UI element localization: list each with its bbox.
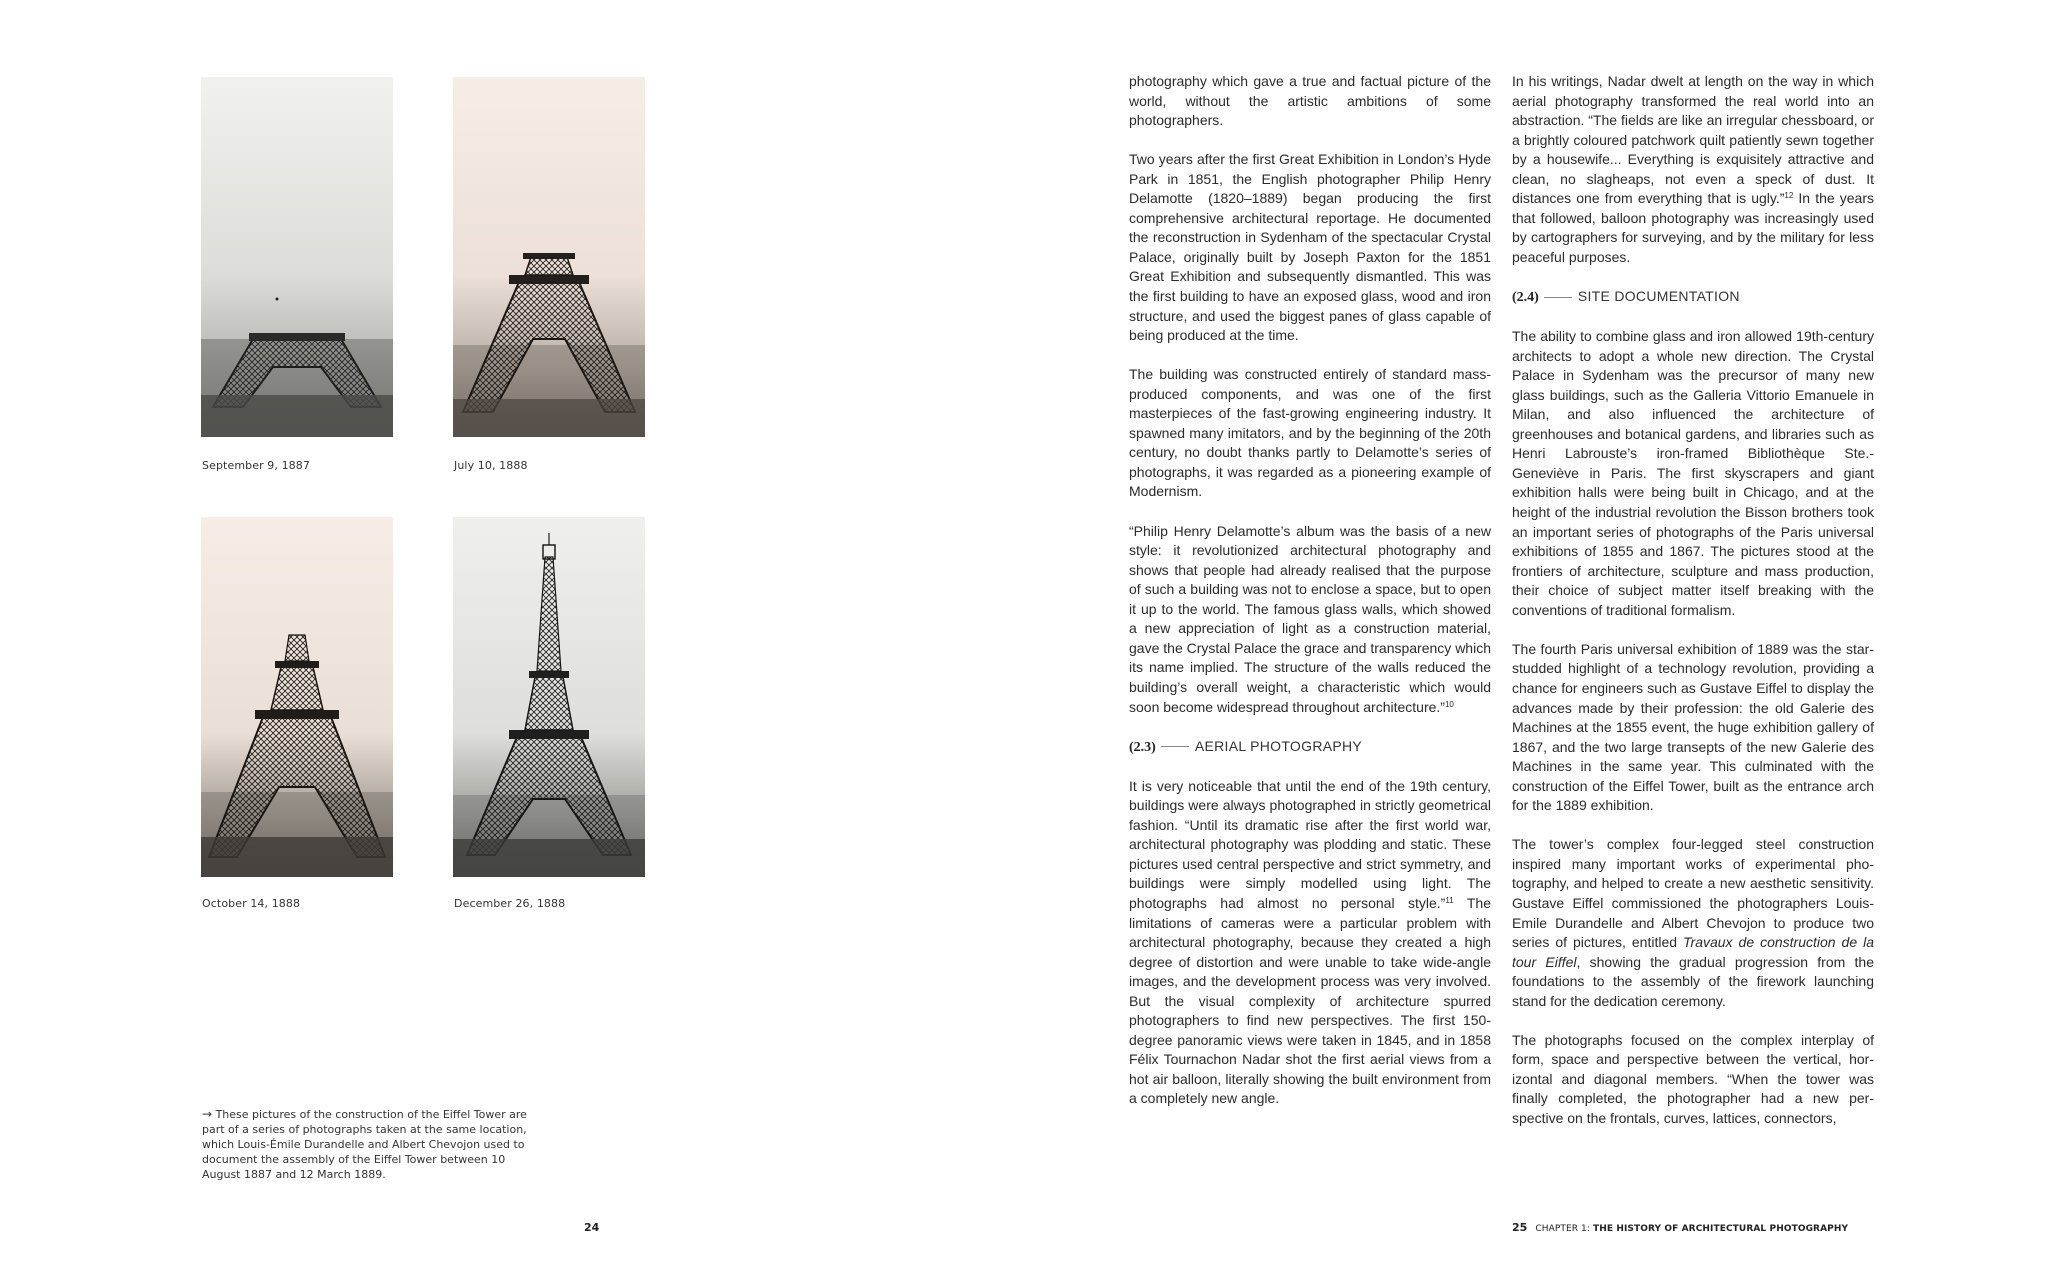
paragraph — [1129, 522, 1491, 717]
section-title: SITE DOCUMENTATION — [1577, 288, 1740, 305]
photo-date-4: December 26, 1888 — [454, 897, 566, 910]
paragraph: The ability to combine glass and iron allowed 19th-century architects to adopt a whole new direction. The Crystal Palace in Sydenham was the precursor of many new glass buildings, such as the Galleria Vittorio Emanuele in Milan, and also influenced the architecture of greenhouses and botanical gardens, and libraries such as Henri Labrouste’s iron-framed Bibliothèque Ste.-Geneviève in Paris. The first skyscrapers and giant exhibition halls were being built in Chicago, and at the height of the industrial revolution the Bisson brothers took an important series of photographs of the Paris universal exhibitions of 1855 and 1867. The pictures stood at the frontiers of architecture, sculpture and mass production, their choice of subject matter itself breaking with the conventions of traditional formalism. — [1512, 328, 1874, 618]
paragraph-text: , showing the gradual progression from the foundations to the assembly of the firework launching stand for the dedication ceremony. — [1512, 953, 1875, 1009]
text-column-1 — [1129, 72, 1491, 1109]
photo-date-3: October 14, 1888 — [202, 897, 301, 910]
heading-rule — [1161, 746, 1189, 747]
paragraph — [1512, 835, 1874, 1011]
photo-date-1: September 9, 1887 — [202, 459, 310, 472]
section-number: (2.4) — [1512, 290, 1539, 306]
section-number: (2.3) — [1129, 739, 1156, 755]
quote-text: “Philip Henry Delamotte’s album was the basis of a new style: it revolutionized architectural photography and shows that people had already realised that the purpose of such a building was not to enclose a space, but to open it up to the world. The famous glass walls, which showed a new appreciation of light as a construction material, gave the Crystal Palace the grace and transparency which its name implied. The structure of the walls reduced the building’s overall weight, a characteristic which would soon become widespread throughout architecture.” — [1129, 522, 1491, 715]
paragraph-text: The limitations of cameras were a particular problem with architectural photography, because they created a high degree of distortion and were unable to take wide-angle images, and the development process was very involved. But the visual complexity of architecture spurred photographers to find new perspectives. The first 150-degree panoramic views were taken in 1845, and in 1858 Félix Tournachon Nadar shot the first aerial views from a hot air balloon, literally showing the built environment from a completely new angle. — [1129, 894, 1492, 1107]
running-head-prefix: CHAPTER 1: — [1535, 1224, 1591, 1234]
footnote-ref-11: 11 — [1445, 895, 1454, 905]
paragraph: photography which gave a true and factual picture of the world, without the artistic ambitions of some photographers. — [1129, 73, 1491, 129]
heading-rule — [1544, 297, 1572, 298]
arrow-right-icon: → — [202, 1107, 213, 1121]
page-number: 25 — [1512, 1221, 1528, 1234]
paragraph: The fourth Paris universal exhibition of 1889 was the star-studded highlight of a technology revolution, providing a chance for engineers such as Gustave Eiffel to display the advances made by their profession: the old Galerie des Machines at the 1855 event, the huge exhibition gallery of 1867, and the two large transepts of the new Galerie des Machines in the same year. This culminated with the construction of the Eiffel Tower, built as the entrance arch for the 1889 exhibition. — [1512, 640, 1874, 814]
text-column-2 — [1512, 72, 1874, 1129]
section-title: AERIAL PHOTOGRAPHY — [1194, 737, 1363, 754]
paragraph — [1129, 777, 1491, 1109]
page-number-right — [1512, 1221, 1848, 1234]
page-number-left: 24 — [584, 1221, 600, 1234]
photo-caption — [202, 1107, 542, 1182]
photo-date-2: July 10, 1888 — [454, 459, 528, 472]
running-head — [1535, 1224, 1848, 1234]
eiffel-construction-photo-3 — [201, 517, 393, 877]
eiffel-construction-photo-2 — [453, 77, 645, 437]
paragraph — [1512, 72, 1874, 267]
paragraph: Two years after the first Great Exhibition in London’s Hyde Park in 1851, the English photographer Philip Henry Delamotte (1820–1889) began producing the first comprehensive architectural reportage. He documented the reconstruction in Sydenham of the spectacular Crystal Palace, originally built by Joseph Paxton for the 1851 Great Exhibition and subsequently dismantled. This was the first building to have an exposed glass, wood and iron structure, and used the biggest panes of glass capable of being produced at the time. — [1129, 151, 1491, 344]
paragraph: The photographs focused on the complex interplay of form, space and perspective between the vertical, horizontal and diagonal members. “When the tower was finally completed, the photographer had a new perspective on the frontals, curves, lattices, connectors, — [1512, 1031, 1874, 1126]
footnote-ref-10: 10 — [1444, 699, 1454, 709]
paragraph-text: The tower’s complex four-legged steel construction inspired many important works of experimental photography, and helped to create a new aesthetic sensitivity. Gustave Eiffel commissioned the photographers Louis-Emile Durandelle and Albert Chevojon to produce two series of pictures, entitled — [1512, 836, 1874, 951]
caption-text: These pictures of the construction of the Eiffel Tower are part of a series of photographs taken at the same location, which Louis-Émile Durandelle and Albert Chevojon used to document the assembly of the Eiffel Tower between 10 August 1887 and 12 March 1889. — [202, 1108, 527, 1181]
section-heading-site-documentation — [1512, 287, 1874, 308]
paragraph-text: In the years that followed, balloon photography was increasingly used by cartographers for surveying, and by the military for less peaceful purposes. — [1512, 190, 1875, 265]
series-title: Travaux de construction de la tour Eiffel — [1512, 934, 1874, 970]
eiffel-construction-photo-4 — [453, 517, 645, 877]
paragraph-text: In his writings, Nadar dwelt at length on the way in which aerial photography transformed the real world into an abstraction. “The fields are like an irregular chessboard, or a brightly coloured patchwork quilt patiently sewn together by a housewife... Everything is exquisitely attractive and clean, no slagheaps, not even a speck of dust. It distances one from everything that is ugly.” — [1512, 73, 1874, 207]
eiffel-construction-photo-1 — [201, 77, 393, 437]
footnote-ref-12: 12 — [1784, 191, 1794, 201]
paragraph-text: It is very noticeable that until the end of the 19th century, buildings were always photographed in strictly geometrical fashion. “Until its dramatic rise after the first world war, architectural photography was plodding and static. These pictures used central perspective and strict symmetry, and buildings were simply modelled using light. The photographs had almost no personal style.” — [1129, 777, 1491, 911]
paragraph: The building was constructed entirely of standard mass-produced components, and was one of the first masterpieces of the fast-growing engineering industry. It spawned many imitators, and by the beginning of the 20th century, no doubt thanks partly to Delamotte’s series of photographs, it was regarded as a pioneering example of Modernism. — [1129, 366, 1491, 500]
running-head-title: THE HISTORY OF ARCHITECTURAL PHOTOGRAPHY — [1592, 1224, 1849, 1234]
section-heading-aerial-photography — [1129, 737, 1491, 758]
